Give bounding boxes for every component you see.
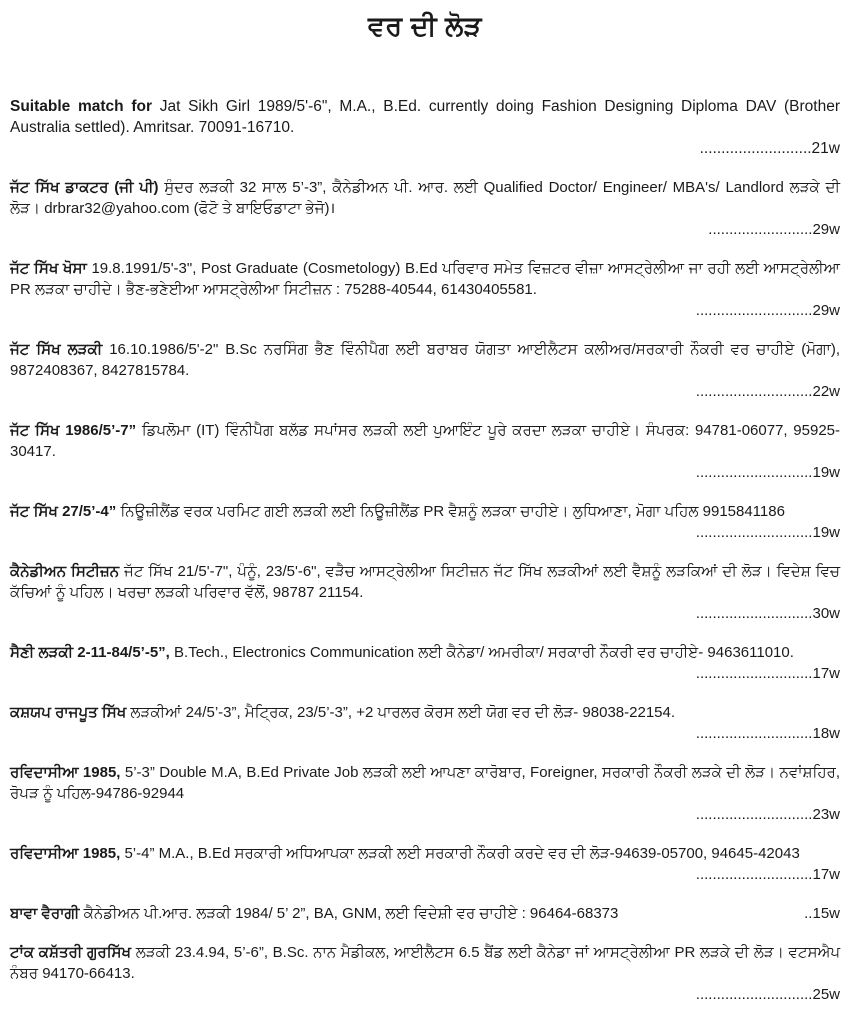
ad-entry	[10, 258, 840, 321]
ad-text: ਕੈਨੇਡੀਅਨ ਪੀ.ਆਰ. ਲੜਕੀ 1984/ 5’ 2”, BA, GNM, ਲਈ ਵਿਦੇਸ਼ੀ ਵਰ ਚਾਹੀਏ : 96464-68373	[83, 905, 619, 922]
page-title: ਵਰ ਦੀ ਲੋੜ	[367, 11, 483, 41]
ad-entry	[10, 501, 840, 543]
ad-code: ............................19w	[695, 524, 840, 541]
ad-text-block	[10, 942, 840, 984]
ad-heading: Suitable match for	[10, 98, 152, 115]
ad-code: ............................29w	[695, 302, 840, 319]
ad-text: ਜੱਟ ਸਿੱਖ 21/5'-7", ਪੰਨੂੰ, 23/5'-6", ਵੜੈਚ ਆਸਟ੍ਰੇਲੀਆ ਸਿਟੀਜ਼ਨ ਜੱਟ ਸਿੱਖ ਲੜਕੀਆਂ ਲਈ ਵੈਸ਼ਨੂੰ ਲੜਕਿਆਂ ਦੀ ਲੋੜ। ਵਿਦੇਸ਼ ਵਿਚ ਕੱਚਿਆਂ ਨੂੰ ਪਹਿਲ। ਖਰਚਾ ਲੜਕੀ ਪਰਿਵਾਰ ਵੱਲੋਂ, 98787 21154.	[10, 563, 841, 601]
ad-entry	[10, 942, 840, 1005]
ad-text: ਲੜਕੀਆਂ 24/5’-3”, ਮੈਟ੍ਰਿਕ, 23/5’-3”, +2 ਪਾਰਲਰ ਕੋਰਸ ਲਈ ਯੋਗ ਵਰ ਦੀ ਲੋੜ- 98038-22154.	[130, 704, 676, 721]
ad-entry	[10, 177, 840, 240]
ad-heading: ਜੱਟ ਸਿੱਖ 1986/5’-7”	[10, 422, 137, 439]
ad-text-block	[10, 561, 840, 603]
ad-heading: ਕਸ਼ਯਪ ਰਾਜਪੂਤ ਸਿੱਖ	[10, 704, 127, 721]
ad-code: .........................29w	[708, 221, 840, 238]
ad-code-line	[10, 219, 840, 240]
ad-text: ਲੜਕੀ 23.4.94, 5’-6”, B.Sc. ਨਾਨ ਮੈਡੀਕਲ, ਆਈਲੈਟਸ 6.5 ਬੈਂਡ ਲਈ ਕੈਨੇਡਾ ਜਾਂ ਆਸਟ੍ਰੇਲੀਆ PR ਲੜਕੇ ਦੀ ਲੋੜ। ਵਟਸਐਪ ਨੰਬਰ 94170-66413.	[10, 944, 840, 982]
ad-text: 5’-3” Double M.A, B.Ed Private Job ਲੜਕੀ ਲਈ ਆਪਣਾ ਕਾਰੋਬਾਰ, Foreigner, ਸਰਕਾਰੀ ਨੌਕਰੀ ਲੜਕੇ ਦੀ ਲੋੜ। ਨਵਾਂਸ਼ਹਿਰ, ਰੋਪੜ ਨੂੰ ਪਹਿਲ-94786-92944	[10, 764, 841, 802]
ad-text: ਨਿਊਜ਼ੀਲੈਂਡ ਵਰਕ ਪਰਮਿਟ ਗਈ ਲੜਕੀ ਲਈ ਨਿਊਜ਼ੀਲੈਂਡ PR ਵੈਸ਼ਨੂੰ ਲੜਕਾ ਚਾਹੀਏ। ਲੁਧਿਆਣਾ, ਮੋਗਾ ਪਹਿਲ 9915841186	[120, 503, 785, 520]
ad-text-block	[10, 642, 840, 663]
ad-text: ਡਿਪਲੋਮਾ (IT) ਵਿੰਨੀਪੈਗ ਬਲੱਡ ਸਪਾਂਸਰ ਲੜਕੀ ਲਈ ਪੁਆਇੰਟ ਪੂਰੇ ਕਰਦਾ ਲੜਕਾ ਚਾਹੀਏ। ਸੰਪਰਕ: 94781-06077, 95925-30417.	[10, 422, 841, 460]
ad-heading: ਜੱਟ ਸਿੱਖ ਲੜਕੀ	[10, 341, 103, 358]
ad-code-line	[10, 381, 840, 402]
ad-heading: ਰਵਿਦਾਸੀਆ 1985,	[10, 845, 121, 862]
ad-code-line	[10, 864, 840, 885]
ad-code-line	[10, 663, 840, 684]
ad-text-block	[10, 96, 840, 138]
ad-heading: ਕੈਨੇਡੀਅਨ ਸਿਟੀਜ਼ਨ	[10, 563, 120, 580]
ad-text: Jat Sikh Girl 1989/5'-6", M.A., B.Ed. currently doing Fashion Designing Diploma DAV (Brother Australia settled). Amritsar. 70091-16710.	[10, 98, 841, 136]
ad-code: ..........................21w	[699, 140, 840, 157]
ad-text: B.Tech., Electronics Communication ਲਈ ਕੈਨੇਡਾ/ ਅਮਰੀਕਾ/ ਸਰਕਾਰੀ ਨੌਕਰੀ ਵਰ ਚਾਹੀਏ- 9463611010.	[174, 644, 794, 661]
ad-text-block	[10, 702, 840, 723]
ad-code-line	[10, 723, 840, 744]
ads-list	[10, 96, 840, 1023]
ad-entry	[10, 420, 840, 483]
ad-entry	[10, 642, 840, 684]
ad-heading: ਜੱਟ ਸਿੱਖ 27/5’-4”	[10, 503, 117, 520]
ad-heading: ਬਾਵਾ ਵੈਰਾਗੀ	[10, 905, 80, 922]
ad-entry	[10, 762, 840, 825]
ad-entry	[10, 702, 840, 744]
ad-code-line	[10, 522, 840, 543]
ad-code-line	[10, 300, 840, 321]
ad-entry	[10, 96, 840, 159]
ad-entry	[10, 561, 840, 624]
ad-code: ............................17w	[695, 665, 840, 682]
ad-code: ..15w	[804, 905, 840, 922]
ad-heading: ਜੱਟ ਸਿੱਖ ਡਾਕਟਰ (ਜੀ ਪੀ)	[10, 179, 159, 196]
ad-heading: ਸੈਣੀ ਲੜਕੀ 2-11-84/5’-5”,	[10, 644, 170, 661]
ad-text: 5’-4” M.A., B.Ed ਸਰਕਾਰੀ ਅਧਿਆਪਕਾ ਲੜਕੀ ਲਈ ਸਰਕਾਰੀ ਨੌਕਰੀ ਕਰਦੇ ਵਰ ਦੀ ਲੋੜ-94639-05700, 94645-42043	[124, 845, 800, 862]
ad-text-block	[10, 762, 840, 804]
ad-entry	[10, 843, 840, 885]
ad-text-block	[10, 339, 840, 381]
ad-code-line	[10, 462, 840, 483]
ad-text-block	[10, 258, 840, 300]
ad-text-block	[10, 501, 840, 522]
ad-code: ............................22w	[695, 383, 840, 400]
ad-code: ............................19w	[695, 464, 840, 481]
ad-code-line	[10, 138, 840, 159]
ad-text-block	[10, 177, 840, 219]
ad-text-block	[10, 843, 840, 864]
ad-code-line	[10, 603, 840, 624]
ad-text: 19.8.1991/5'-3", Post Graduate (Cosmetology) B.Ed ਪਰਿਵਾਰ ਸਮੇਤ ਵਿਜ਼ਟਰ ਵੀਜ਼ਾ ਆਸਟ੍ਰੇਲੀਆ ਜਾ ਰਹੀ ਲਈ ਆਸਟ੍ਰੇਲੀਆ PR ਲੜਕਾ ਚਾਹੀਦੇ। ਭੈਣ-ਭਣੇਈਆ ਆਸਟ੍ਰੇਲੀਆ ਸਿਟੀਜ਼ਨ : 75288-40544, 61430405581.	[10, 260, 840, 298]
ad-entry	[10, 339, 840, 402]
ad-entry	[10, 903, 840, 924]
ad-code-line	[10, 984, 840, 1005]
ad-text: 16.10.1986/5'-2" B.Sc ਨਰਸਿੰਗ ਭੈਣ ਵਿੰਨੀਪੈਗ ਲਈ ਬਰਾਬਰ ਯੋਗਤਾ ਆਈਲੈਟਸ ਕਲੀਅਰ/ਸਰਕਾਰੀ ਨੌਕਰੀ ਵਰ ਚਾਹੀਏ (ਮੋਗਾ), 9872408367, 8427815784.	[10, 341, 840, 379]
ad-heading: ਜੱਟ ਸਿੱਖ ਖੋਸਾ	[10, 260, 87, 277]
ad-heading: ਰਵਿਦਾਸੀਆ 1985,	[10, 764, 121, 781]
ad-code: ............................30w	[695, 605, 840, 622]
ad-code: ............................17w	[695, 866, 840, 883]
ad-heading: ਟਾਂਕ ਕਸ਼ੱਤਰੀ ਗੁਰਸਿੱਖ	[10, 944, 132, 961]
ad-text-block	[10, 903, 798, 924]
ad-code: ............................18w	[695, 725, 840, 742]
ad-code-line	[10, 804, 840, 825]
ad-code: ............................25w	[695, 986, 840, 1003]
ad-code: ............................23w	[695, 806, 840, 823]
ad-text: ਸੁੰਦਰ ਲੜਕੀ 32 ਸਾਲ 5’-3”, ਕੈਨੇਡੀਅਨ ਪੀ. ਆਰ. ਲਈ Qualified Doctor/ Engineer/ MBA's/ Landlord ਲੜਕੇ ਦੀ ਲੋੜ। drbrar32@yahoo.com (ਫੋਟੋ ਤੇ ਬਾਇਓਡਾਟਾ ਭੇਜੋ)।	[10, 179, 840, 217]
ad-text-block	[10, 420, 840, 462]
ad-row	[10, 903, 840, 924]
